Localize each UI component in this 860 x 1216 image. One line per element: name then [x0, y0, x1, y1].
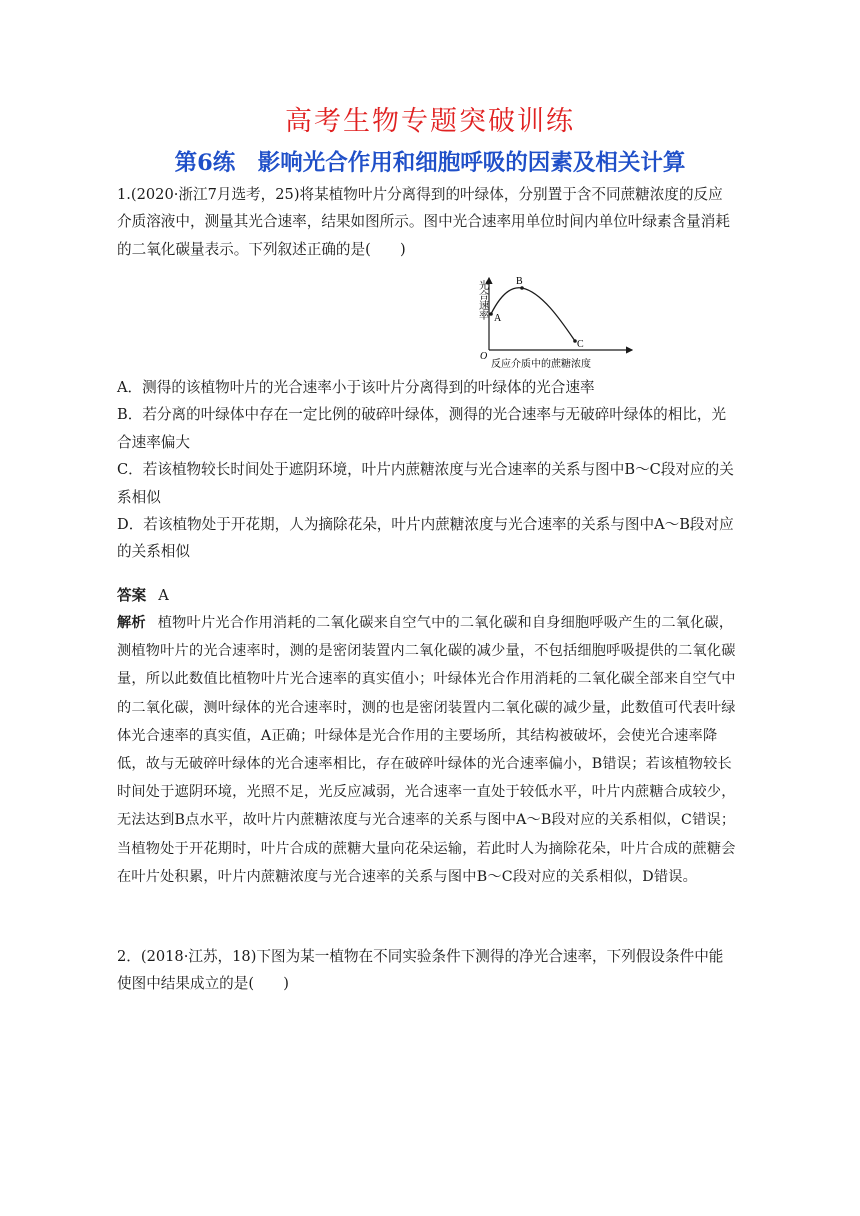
explanation-text: 植物叶片光合作用消耗的二氧化碳来自空气中的二氧化碳和自身细胞呼吸产生的二氧化碳，测植物叶片的光合速率时，测的是密闭装置内二氧化碳的减少量，不包括细胞呼吸提供的二氧化碳量，所以此数值比植物叶片光合速率的真实值小；叶绿体光合作用消耗的二氧化碳全部来自空气中的二氧化碳，测叶绿体的光合速率时，测的也是密闭装置内二氧化碳的减少量，此数值可代表叶绿体光合速率的真实值，A正确；叶绿体是光合作用的主要场所，其结构被破坏，会使光合速率降低，故与无破碎叶绿体的光合速率相比，存在破碎叶绿体的光合速率偏小，B错误；若该植物较长时间处于遮阴环境，光照不足，光反应减弱，光合速率一直处于较低水平，叶片内蔗糖合成较少，无法达到B点水平，故叶片内蔗糖浓度与光合速率的关系与图中A～B段对应的关系相似，C错误；当植物处于开花期时，叶片合成的蔗糖大量向花朵运输，若此时人为摘除花朵，叶片合成的蔗糖会在叶片处积累，叶片内蔗糖浓度与光合速率的关系与图中B～C段对应的关系相似，D错误。	[117, 615, 736, 885]
answer-label: 答案	[117, 587, 147, 604]
answer-line	[117, 582, 737, 609]
photosynthesis-curve	[491, 288, 575, 341]
origin-label: O	[480, 351, 488, 362]
y-axis-label: 光合速率	[476, 280, 488, 320]
question-2-stem: 2．(2018·江苏，18)下图为某一植物在不同实验条件下测得的净光合速率，下列假设条件中能使图中结果成立的是( )	[117, 948, 724, 993]
x-axis-label: 反应介质中的蔗糖浓度	[491, 359, 591, 370]
explanation-label: 解析	[117, 615, 146, 631]
document-title: 高考生物专题突破训练	[285, 106, 575, 137]
point-b-label: B	[516, 276, 523, 287]
point-a-marker	[489, 312, 493, 316]
option-c: C．若该植物较长时间处于遮阴环境，叶片内蔗糖浓度与光合速率的关系与图中B～C段对应的关系相似	[117, 461, 734, 506]
section-title: 第6练 影响光合作用和细胞呼吸的因素及相关计算	[174, 150, 686, 176]
option-a: A．测得的该植物叶片的光合速率小于该叶片分离得到的叶绿体的光合速率	[117, 379, 595, 396]
point-c-label: C	[577, 339, 584, 350]
option-d: D．若该植物处于开花期，人为摘除花朵，叶片内蔗糖浓度与光合速率的关系与图中A～B段对应的关系相似	[117, 516, 734, 561]
point-a-label: A	[494, 313, 502, 324]
answer-value: A	[158, 587, 169, 604]
sucrose-photosynthesis-figure	[467, 272, 637, 374]
question-1-options	[117, 374, 737, 566]
option-b: B．若分离的叶绿体中存在一定比例的破碎叶绿体，测得的光合速率与无破碎叶绿体的相比，光合速率偏大	[117, 406, 727, 451]
explanation-block	[117, 609, 737, 891]
question-1-stem: 1.(2020·浙江7月选考，25)将某植物叶片分离得到的叶绿体，分别置于含不同蔗糖浓度的反应介质溶液中，测量其光合速率，结果如图所示。图中光合速率用单位时间内单位叶绿素含量消耗的二氧化碳量表示。下列叙述正确的是( )	[117, 186, 730, 258]
